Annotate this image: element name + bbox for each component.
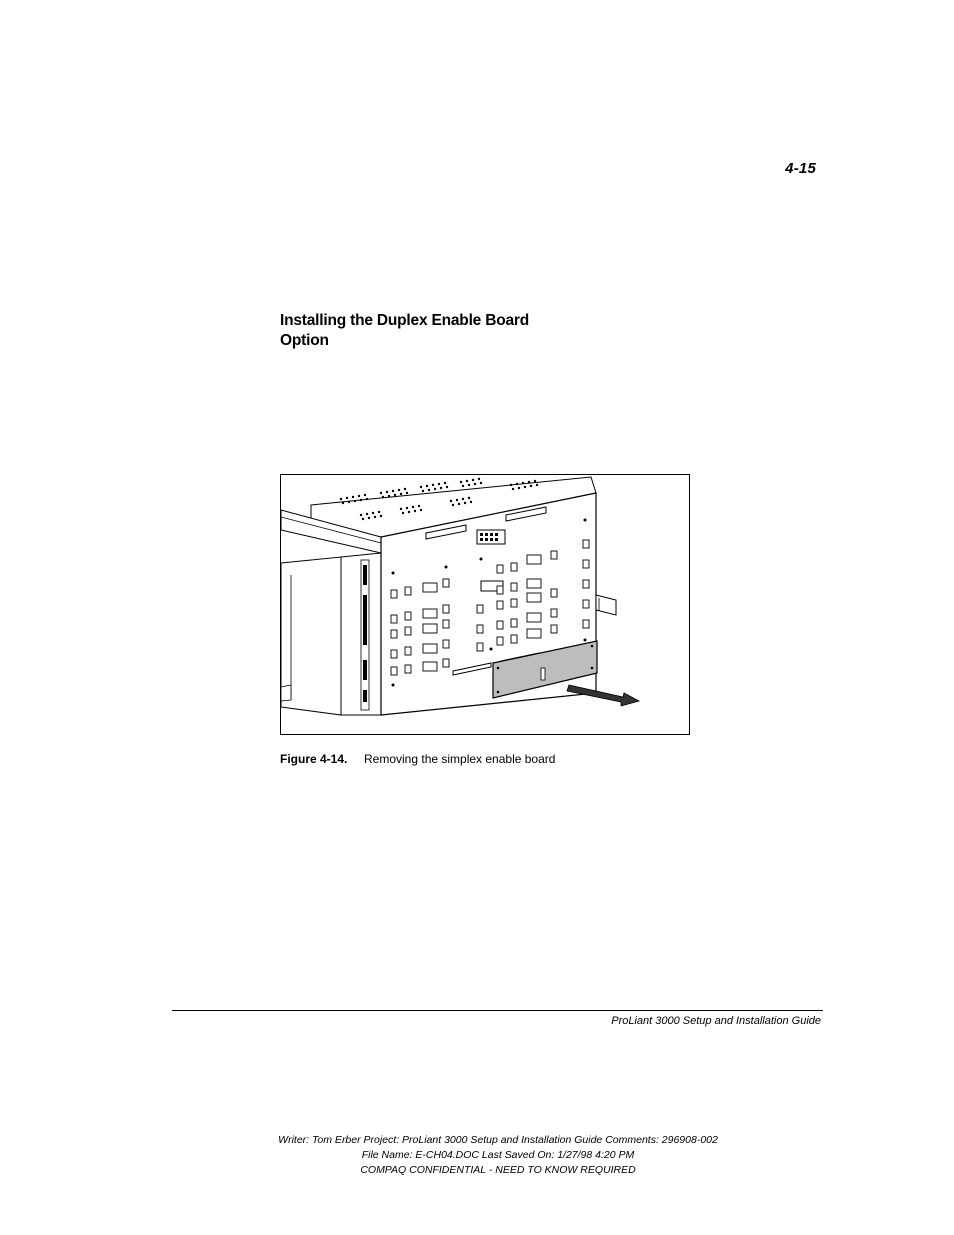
writer-notes xyxy=(198,1133,798,1178)
removal-arrow xyxy=(567,685,639,706)
page-number: 4-15 xyxy=(785,160,816,177)
section-heading-line-1: Installing the Duplex Enable Board xyxy=(280,312,529,329)
footer-guide-title: ProLiant 3000 Setup and Installation Guide xyxy=(611,1015,821,1027)
figure-caption-text: Removing the simplex enable board xyxy=(364,752,556,766)
writer-notes-line-2: File Name: E-CH04.DOC Last Saved On: 1/27/98 4:20 PM xyxy=(361,1149,635,1161)
simplex-board-removal-drawing xyxy=(281,475,690,735)
figure-illustration xyxy=(280,474,690,735)
section-heading-line-2: Option xyxy=(280,332,329,349)
footer-divider xyxy=(172,1010,823,1011)
writer-notes-line-1: Writer: Tom Erber Project: ProLiant 3000 Setup and Installation Guide Comments: 296908-002 xyxy=(278,1134,718,1146)
figure-label: Figure 4-14. xyxy=(280,752,348,766)
writer-notes-line-3: COMPAQ CONFIDENTIAL - NEED TO KNOW REQUIRED xyxy=(360,1164,636,1176)
section-heading xyxy=(280,311,540,351)
figure-caption xyxy=(280,752,555,766)
